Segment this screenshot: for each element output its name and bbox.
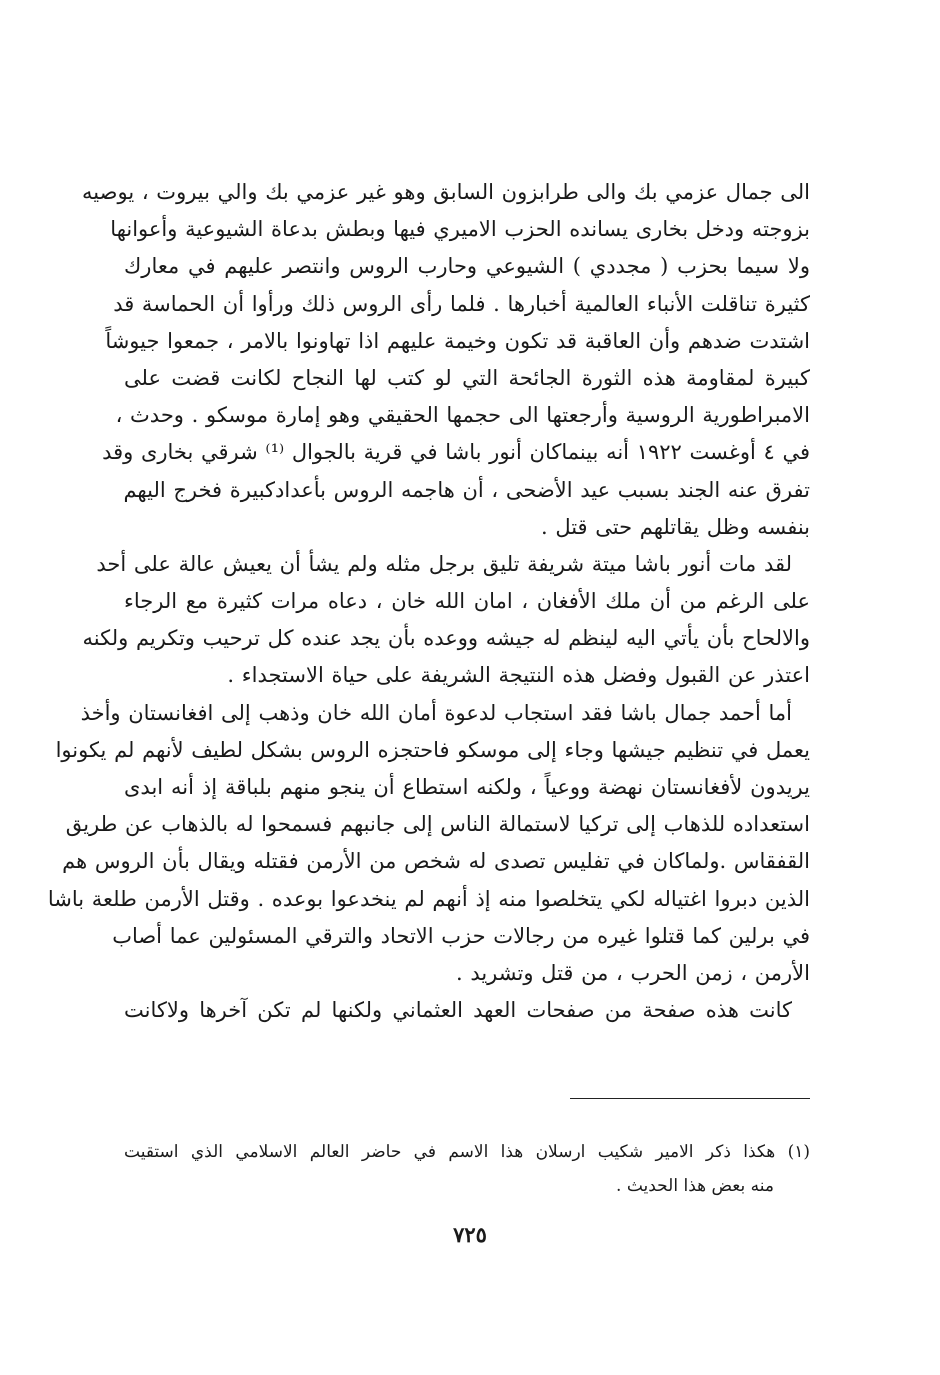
text-line: اشتدت ضدهم وأن العاقبة قد تكون وخيمة عليهم اذا تهاونوا بالامر ، جمعوا جيوشاً xyxy=(105,328,810,353)
page-number: ٧٢٥ xyxy=(453,1222,487,1247)
text-line: والالحاح بأن يأتي اليه لينظم له جيشه ووعده بأن يجد عنده كل ترحيب وتكريم ولكنه xyxy=(82,626,810,651)
text-line: الذين دبروا اغتياله لكي يتخلصوا منه إذ أنهم لم ينخدعوا بوعده . وقتل الأرمن طلعة باشا xyxy=(47,886,810,911)
text-line: كثيرة تناقلت الأنباء العالمية أخبارها . فلما رأى الروس ذلك ورأوا أن الحماسة قد xyxy=(113,291,810,316)
footnote-divider xyxy=(570,1098,810,1099)
text-line: اعتذر عن القبول وفضل هذه النتيجة الشريفة على حياة الاستجداء . xyxy=(227,663,810,688)
text-line: استعداده للذهاب إلى تركيا لاستمالة الناس إلى جانبهم فسمحوا له بالذهاب عن طريق xyxy=(65,812,810,837)
text-line: الأرمن ، زمن الحرب ، من قتل وتشريد . xyxy=(455,960,810,985)
text-line: الامبراطورية الروسية وأرجعتها الى حجمها الحقيقي وهو إمارة موسكو . وحدث ، xyxy=(115,403,810,428)
text-line: لقد مات أنور باشا ميتة شريفة تليق برجل مثله ولم يشأ أن يعيش عالة على أحد xyxy=(96,551,792,576)
text-line: في ٤ أوغست ١٩٢٢ أنه بينماكان أنور باشا في قرية بالجوال ⁽¹⁾ شرقي بخارى وقد xyxy=(102,440,810,465)
text-line: أما أحمد جمال باشا فقد استجاب لدعوة أمان الله خان وذهب إلى افغانستان وأخذ xyxy=(80,700,792,725)
footnote xyxy=(124,1135,810,1203)
footnote-line: (١) هكذا ذكر الامير شكيب ارسلان هذا الاسم في حاضر العالم الاسلامي الذي استقيت xyxy=(124,1142,810,1162)
text-line: ولا سيما بحزب ( مجددي ) الشيوعي وحارب الروس وانتصر عليهم في معارك xyxy=(124,254,810,279)
text-line: تفرق عنه الجند بسبب عيد الأضحى ، أن هاجمه الروس بأعدادكبيرة فخرج اليهم xyxy=(123,477,810,502)
text-line: بنفسه وظل يقاتلهم حتى قتل . xyxy=(540,514,810,539)
text-line: كبيرة لمقاومة هذه الثورة الجائحة التي لو كتب لها النجاح لكانت قضت على xyxy=(124,365,810,390)
text-line: يعمل في تنظيم جيشها وجاء إلى موسكو فاحتجزه الروس بشكل لطيف لأنهم لم يكونوا xyxy=(55,737,810,762)
text-line: على الرغم من أن ملك الأفغان ، امان الله خان ، دعاه مرات كثيرة مع الرجاء xyxy=(124,589,810,614)
footnote-line: منه بعض هذا الحديث . xyxy=(616,1176,774,1196)
text-line: في برلين كما قتلوا غيره من رجالات حزب الاتحاد والترقي المسئولين عما أصاب xyxy=(112,923,810,948)
text-line: الى جمال عزمي بك والى طرابزون السابق وهو غير عزمي بك والي بيروت ، يوصيه xyxy=(82,180,810,204)
text-line: القفقاس .ولماكان في تفليس تصدى له شخص من الأرمن فقتله ويقال بأن الروس هم xyxy=(62,849,810,874)
text-line: بزوجته ودخل بخارى يسانده الحزب الاميري فيها وبطش بدعاة الشيوعية وأعوانها xyxy=(110,217,810,242)
text-line: يريدون لأفغانستان نهضة ووعياً ، ولكنه استطاع أن ينجو منهم بلباقة إذ أنه ابدى xyxy=(124,775,810,799)
text-line: كانت هذه صفحة من صفحات العهد العثماني ولكنها لم تكن آخرها ولاكانت xyxy=(124,998,792,1023)
body-text xyxy=(47,174,810,1029)
